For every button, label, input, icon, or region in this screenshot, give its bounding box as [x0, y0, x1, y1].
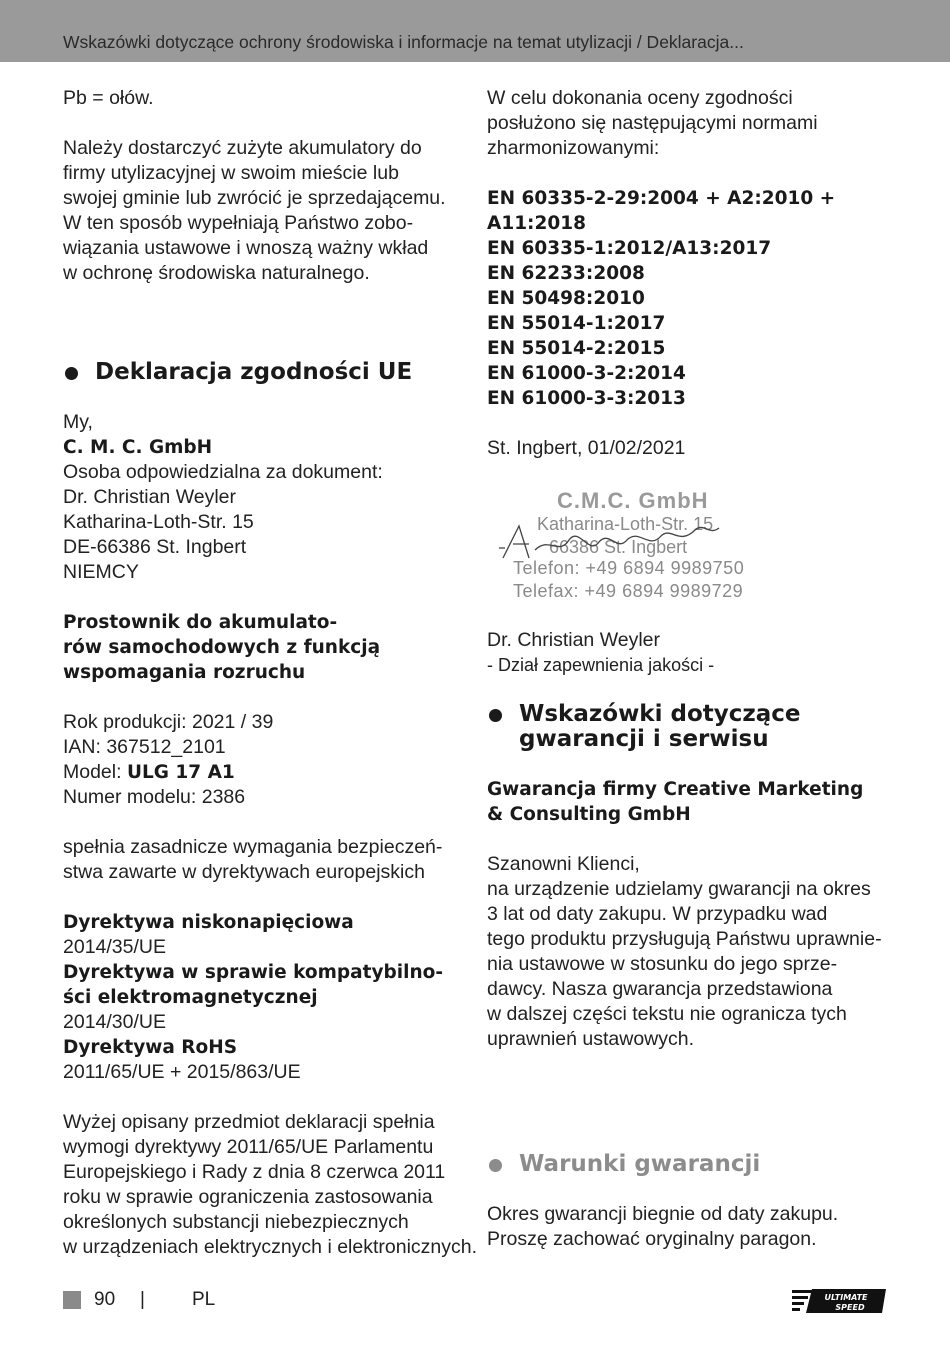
model-label: Model: — [63, 761, 127, 783]
text-line: w ochronę środowiska naturalnego. — [63, 262, 370, 284]
text-line: DE-66386 St. Ingbert — [63, 536, 247, 558]
standard-item: EN 61000-3-2:2014 — [487, 363, 686, 384]
standard-item: A11:2018 — [487, 213, 586, 234]
text-line: spełnia zasadnicze wymagania bezpieczeń- — [63, 836, 443, 858]
bullet-icon — [489, 1159, 502, 1172]
footer-separator: | — [140, 1289, 145, 1310]
right-column — [487, 86, 887, 1252]
bullet-icon — [65, 367, 78, 380]
model-line — [63, 760, 463, 785]
standards-list — [487, 186, 887, 411]
text-line: w dalszej części tekstu nie ogranicza tych — [487, 1003, 847, 1025]
text-line: wspomagania rozruchu — [63, 662, 306, 683]
signer-name: Dr. Christian Weyler — [487, 629, 661, 651]
stamp-street: Katharina-Loth-Str. 15 — [537, 514, 714, 534]
standards-intro — [487, 86, 887, 161]
header-title: Wskazówki dotyczące ochrony środowiska i informacje na temat utylizacji / Deklaracja... — [63, 32, 744, 52]
company-name: C. M. C. GmbH — [63, 437, 213, 458]
heading-text: gwarancji i serwisu — [519, 726, 769, 752]
directive-title: Dyrektywa w sprawie kompatybilno- — [63, 962, 444, 983]
language-code: PL — [192, 1289, 216, 1310]
standard-item: EN 61000-3-3:2013 — [487, 388, 686, 409]
standard-item: EN 55014-1:2017 — [487, 313, 666, 334]
text-line: Prostownik do akumulato- — [63, 612, 338, 633]
left-column — [63, 86, 478, 1260]
text-line: zharmonizowanymi: — [487, 137, 660, 159]
signer-department: - Dział zapewnienia jakości - — [487, 655, 715, 675]
text-line: 3 lat od daty zakupu. W przypadku wad — [487, 903, 828, 925]
heading-text: Wskazówki dotyczące — [519, 701, 801, 727]
standard-item: EN 60335-2-29:2004 + A2:2010 + — [487, 188, 836, 209]
warranty-paragraph — [487, 852, 887, 1052]
text-line: W ten sposób wypełniają Państwo zobo- — [63, 212, 414, 234]
page-header-bar — [0, 0, 950, 62]
production-year: Rok produkcji: 2021 / 39 — [63, 711, 274, 733]
address-block — [63, 460, 463, 585]
pb-note: Pb = ołów. — [63, 87, 154, 109]
place-date: St. Ingbert, 01/02/2021 — [487, 437, 686, 459]
directive-title: Dyrektywa RoHS — [63, 1037, 238, 1058]
text-line: uprawnień ustawowych. — [487, 1028, 695, 1050]
model-value: ULG 17 A1 — [126, 762, 235, 783]
text-line: W celu dokonania oceny zgodności — [487, 87, 793, 109]
text-line: Dr. Christian Weyler — [63, 486, 237, 508]
stamp-city: 66386 St. Ingbert — [549, 537, 688, 557]
text-line: NIEMCY — [63, 561, 139, 583]
text-line: & Consulting GmbH — [487, 804, 691, 825]
section-heading-warranty — [487, 702, 887, 752]
text-line: Katharina-Loth-Str. 15 — [63, 511, 254, 533]
requirements-paragraph — [63, 835, 463, 885]
text-line: firmy utylizacyjnej w swoim mieście lub — [63, 162, 399, 184]
section-heading-warranty-conditions — [487, 1152, 887, 1177]
company-stamp — [499, 486, 779, 616]
svg-text:ULTIMATE: ULTIMATE — [824, 1293, 868, 1302]
text-line: Należy dostarczyć zużyte akumulatory do — [63, 137, 422, 159]
standard-item: EN 60335-1:2012/A13:2017 — [487, 238, 772, 259]
section-heading-eu-declaration — [63, 360, 463, 385]
rohs-paragraph — [63, 1110, 478, 1260]
text-line: wiązania ustawowe i wnoszą ważny wkład — [63, 237, 429, 259]
text-line: nia ustawowe w stosunku do jego sprze- — [487, 953, 838, 975]
text-line: tego produktu przysługują Państwu uprawnie- — [487, 928, 882, 950]
text-line: Okres gwarancji biegnie od daty zakupu. — [487, 1203, 839, 1225]
standard-item: EN 50498:2010 — [487, 288, 645, 309]
page-number: 90 — [94, 1289, 116, 1310]
conditions-paragraph — [487, 1202, 887, 1252]
footer-marker — [63, 1291, 81, 1309]
text-line: Osoba odpowiedzialna za dokument: — [63, 461, 383, 483]
stamp-name: C.M.C. GmbH — [557, 488, 709, 513]
text-line: na urządzenie udzielamy gwarancji na okres — [487, 878, 871, 900]
text-line: w urządzeniach elektrycznych i elektronicznych. — [63, 1236, 478, 1258]
text-line: roku w sprawie ograniczenia zastosowania — [63, 1186, 433, 1208]
directive-title: Dyrektywa niskonapięciowa — [63, 912, 354, 933]
text-line: Europejskiego i Rady z dnia 8 czerwca 2011 — [63, 1161, 446, 1183]
ian-number: IAN: 367512_2101 — [63, 736, 226, 758]
text-line: Gwarancja firmy Creative Marketing — [487, 779, 864, 800]
directive-value: 2011/65/UE + 2015/863/UE — [63, 1061, 301, 1083]
text-line: Szanowni Klienci, — [487, 853, 640, 875]
bullet-icon — [489, 709, 502, 722]
standard-item: EN 62233:2008 — [487, 263, 645, 284]
warranty-company — [487, 777, 887, 827]
text-line: wymogi dyrektywy 2011/65/UE Parlamentu — [63, 1136, 434, 1158]
model-number: Numer modelu: 2386 — [63, 786, 246, 808]
standard-item: EN 55014-2:2015 — [487, 338, 666, 359]
text-line: rów samochodowych z funkcją — [63, 637, 381, 658]
we-label: My, — [63, 411, 93, 433]
stamp-fax: Telefax: +49 6894 9989729 — [513, 581, 744, 601]
ultimate-speed-logo — [792, 1287, 886, 1315]
text-line: posłużono się następującymi normami — [487, 112, 818, 134]
heading-text: Deklaracja zgodności UE — [95, 359, 413, 385]
text-line: dawcy. Nasza gwarancja przedstawiona — [487, 978, 833, 1000]
disposal-paragraph — [63, 136, 463, 286]
text-line: Proszę zachować oryginalny paragon. — [487, 1228, 817, 1250]
text-line: określonych substancji niebezpiecznych — [63, 1211, 409, 1233]
text-line: swojej gminie lub zwrócić je sprzedającemu. — [63, 187, 446, 209]
svg-text:SPEED: SPEED — [835, 1303, 865, 1312]
stamp-phone: Telefon: +49 6894 9989750 — [513, 558, 745, 578]
text-line: stwa zawarte w dyrektywach europejskich — [63, 861, 425, 883]
text-line: Wyżej opisany przedmiot deklaracji spełnia — [63, 1111, 435, 1133]
signature-image — [499, 506, 739, 566]
directive-value: 2014/30/UE — [63, 1011, 166, 1033]
directive-value: 2014/35/UE — [63, 936, 166, 958]
heading-text: Warunki gwarancji — [519, 1151, 761, 1177]
directive-title: ści elektromagnetycznej — [63, 987, 318, 1008]
product-name — [63, 610, 463, 685]
